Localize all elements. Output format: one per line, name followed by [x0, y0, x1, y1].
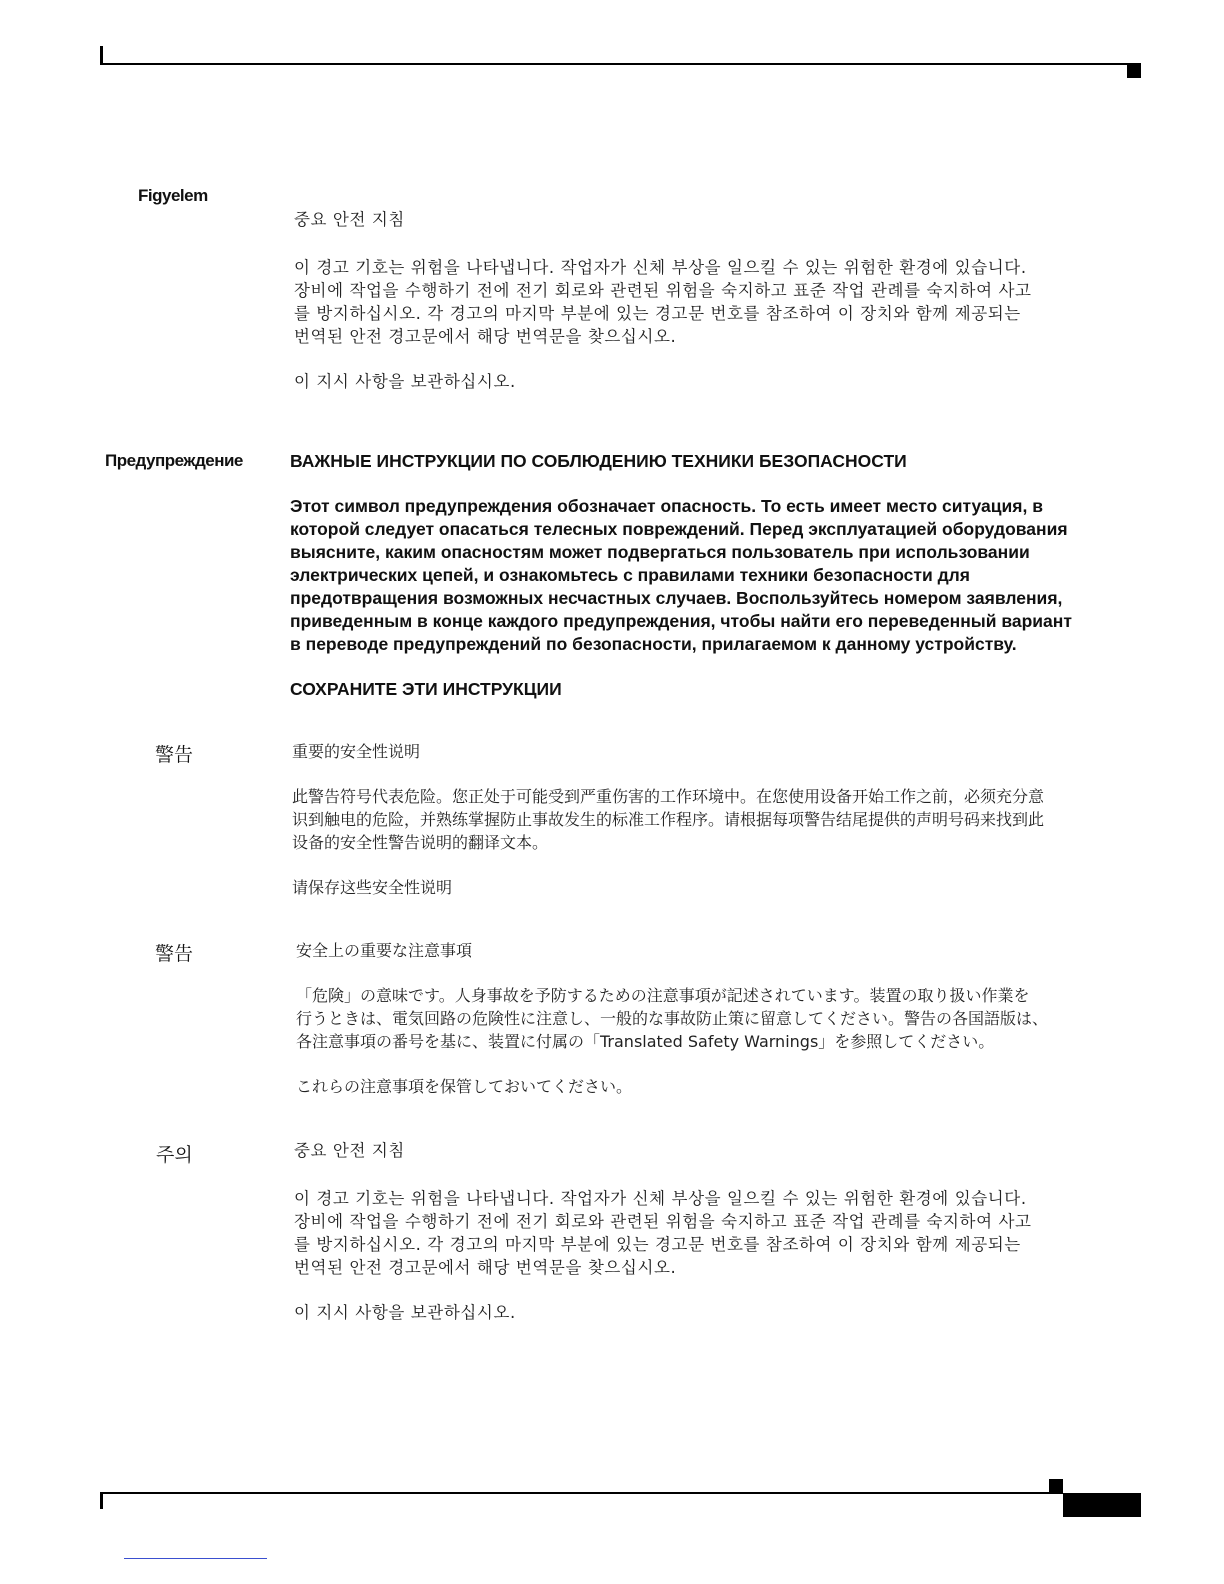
warning-body — [294, 208, 1139, 393]
warning-body — [296, 939, 1141, 1098]
warning-title: 安全上の重要な注意事項 — [296, 941, 473, 960]
warning-body — [292, 740, 1137, 899]
warning-body — [294, 1139, 1139, 1324]
warning-label: 警告 — [155, 744, 194, 766]
warning-title: ВАЖНЫЕ ИНСТРУКЦИИ ПО СОБЛЮДЕНИЮ ТЕХНИКИ БЕЗОПАСНОСТИ — [290, 451, 907, 471]
warning-title: 重要的安全性说明 — [292, 742, 421, 761]
warning-text: 此警告符号代表危险。您正处于可能受到严重伤害的工作环境中。在您使用设备开始工作之前，必须充分意 识到触电的危险，并熟练掌握防止事故发生的标准工作程序。请根据每项警告结尾提供的声明号码来找到此 设备的安全性警告说明的翻译文本。 — [292, 787, 1045, 852]
header-rule — [100, 63, 1141, 65]
header-corner-marker — [1127, 64, 1141, 78]
warning-label: 주의 — [156, 1144, 193, 1166]
warning-closing: СОХРАНИТЕ ЭТИ ИНСТРУКЦИИ — [290, 679, 562, 699]
warning-title: 중요 안전 지침 — [294, 1141, 405, 1160]
warning-closing: 이 지시 사항을 보관하십시오. — [294, 372, 516, 391]
warning-text: 이 경고 기호는 위험을 나타냅니다. 작업자가 신체 부상을 일으킬 수 있는 위험한 환경에 있습니다. 장비에 작업을 수행하기 전에 전기 회로와 관련된 위험을 숙지하고 표준 작업 관례를 숙지하여 사고 를 방지하십시오. 각 경고의 마지막 부분에 있는 경고문 번호를 참조하여 이 장치와 함께 제공되는 번역된 안전 경고문에서 해당 번역문을 찾으십시오. — [294, 258, 1032, 346]
warning-label: 警告 — [155, 943, 194, 965]
footer-corner-marker — [1049, 1479, 1063, 1493]
warning-title: 중요 안전 지침 — [294, 210, 405, 229]
warning-text: 이 경고 기호는 위험을 나타냅니다. 작업자가 신체 부상을 일으킬 수 있는 위험한 환경에 있습니다. 장비에 작업을 수행하기 전에 전기 회로와 관련된 위험을 숙지하고 표준 작업 관례를 숙지하여 사고 를 방지하십시오. 각 경고의 마지막 부분에 있는 경고문 번호를 참조하여 이 장치와 함께 제공되는 번역된 안전 경고문에서 해당 번역문을 찾으십시오. — [294, 1189, 1032, 1277]
warning-label: Figyelem — [138, 186, 208, 205]
warning-closing: 请保存这些安全性说明 — [292, 878, 453, 897]
footer-page-tab — [1063, 1493, 1141, 1517]
warning-text: 「危険」の意味です。人身事故を予防するための注意事項が記述されています。装置の取り扱い作業を 行うときは、電気回路の危険性に注意し、一般的な事故防止策に留意してください。警告の各国語版は、 各注意事項の番号を基に、装置に付属の「Translated Safety Warnings」を参照してください。 — [296, 986, 1049, 1051]
footer-rule-tick — [100, 1493, 103, 1509]
warning-closing: 이 지시 사항을 보관하십시오. — [294, 1303, 516, 1322]
warning-closing: これらの注意事項を保管しておいてください。 — [296, 1077, 633, 1096]
warning-label: Предупреждение — [105, 451, 243, 470]
warning-body — [290, 450, 1150, 701]
footer-rule — [100, 1492, 1063, 1494]
footer-link-underline[interactable] — [124, 1558, 267, 1559]
warning-text: Этот символ предупреждения обозначает опасность. То есть имеет место ситуация, в которой следует опасаться телесных повреждений. Перед эксплуатацией оборудования выясните, каким опасностям может подвергаться пользователь при использовании электрических цепей, и ознакомьтесь с правилами техники безопасности для предотвращения возможных несчастных случаев. Воспользуйтесь номером заявления, приведенным в конце каждого предупреждения, чтобы найти его переведенный вариант в переводе предупреждений по безопасности, прилагаемом к данному устройству. — [290, 496, 1072, 654]
